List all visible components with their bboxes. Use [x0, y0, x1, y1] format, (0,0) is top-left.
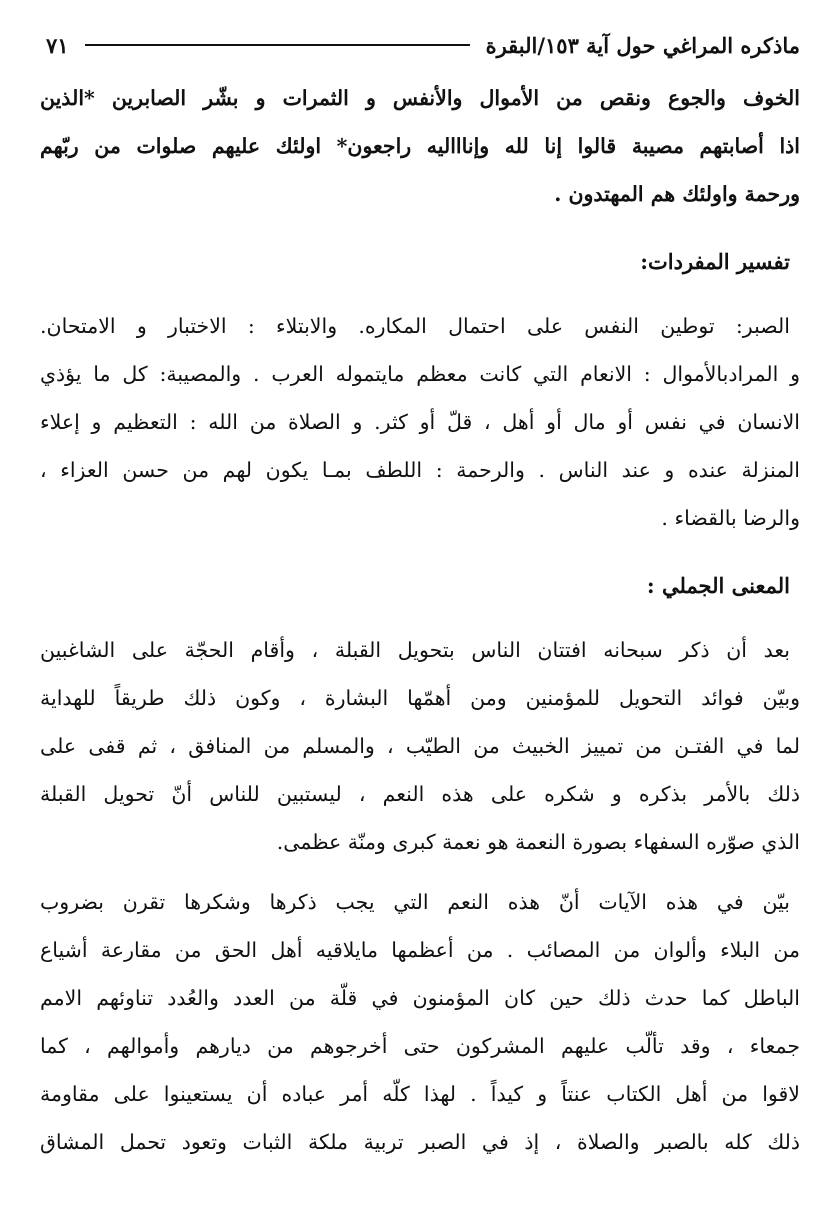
header-rule [85, 44, 470, 46]
page-header [40, 22, 800, 68]
section-heading-general-meaning: المعنى الجملي : [646, 573, 790, 598]
text-line: الباطل كما حدث ذلك حين كان المؤمنون في قلّة من العدد والعُدد تناوئهم الامم [40, 986, 800, 1010]
definition-line: المنزلة عنده و عند الناس . والرحمة : اللطف بمـا يكون لهم من حسن العزاء ، [40, 458, 800, 482]
definition-line: الانسان في نفس أو مال أو أهل ، قلّ أو كثر. و الصلاة من الله : التعظيم و إعلاء [40, 410, 800, 434]
text-line: ذلك بالأمر بذكره و شكره على هذه النعم ، ليستبين للناس أنّ تحويل القبلة [40, 782, 800, 806]
text-line: جمعاء ، وقد تألّب عليهم المشركون حتى أخرجوهم من ديارهم وأموالهم ، كما [40, 1034, 800, 1058]
text-line: ذلك كله بالصبر والصلاة ، إذ في الصبر تربية ملكة الثبات وتعود تحمل المشاق [40, 1130, 800, 1154]
verse-line: ورحمة واولئك هم المهتدون . [554, 182, 800, 206]
general-meaning-paragraph-1 [40, 626, 800, 866]
definition-line: و المرادبالأموال : الانعام التي كانت معظم مايتموله العرب . والمصيبة: كل ما يؤذي [40, 362, 800, 386]
general-meaning-paragraph-2 [40, 878, 800, 1166]
verse-block [40, 74, 800, 218]
running-title: ماذكره المراغي حول آية ١٥٣/البقرة [485, 32, 800, 58]
text-line: من البلاء وألوان من المصائب . من أعظمها مايلاقيه أهل الحق من مقارعة أشياع [40, 938, 800, 962]
vocabulary-definitions [40, 302, 800, 542]
text-line: بيّن في هذه الآيات أنّ هذه النعم التي يجب ذكرها وشكرها تقرن بضروب [40, 890, 790, 914]
section-heading-vocabulary: تفسير المفردات: [640, 249, 790, 274]
text-line: لما في الفتـن من تمييز الخبيث من الطيّب ، والمسلم من المنافق ، ثم قفى على [40, 734, 800, 758]
verse-line: اذا أصابتهم مصيبة قالوا إنا لله وإناااليه راجعون* اولئك عليهم صلوات من ربّهم [40, 134, 800, 158]
definition-line: والرضا بالقضاء . [661, 506, 800, 530]
text-line: بعد أن ذكر سبحانه افتتان الناس بتحويل القبلة ، وأقام الحجّة على الشاغبين [40, 638, 790, 662]
text-line: لاقوا من أهل الكتاب عنتاً و كيداً . لهذا كلّه أمر عباده أن يستعينوا على مقاومة [40, 1082, 800, 1106]
text-line: وبيّن فوائد التحويل للمؤمنين ومن أهمّها البشارة ، وكون ذلك طريقاً للهداية [40, 686, 800, 710]
book-page [40, 22, 800, 1197]
text-line: الذي صوّره السفهاء بصورة النعمة هو نعمة كبرى ومنّة عظمى. [276, 830, 800, 854]
definition-line: الصبر: توطين النفس على احتمال المكاره. والابتلاء : الاختبار و الامتحان. [40, 314, 790, 338]
page-number: ٧١ [46, 32, 69, 58]
verse-line: الخوف والجوع ونقص من الأموال والأنفس و الثمرات و بشّر الصابرين *الذين [40, 86, 800, 110]
